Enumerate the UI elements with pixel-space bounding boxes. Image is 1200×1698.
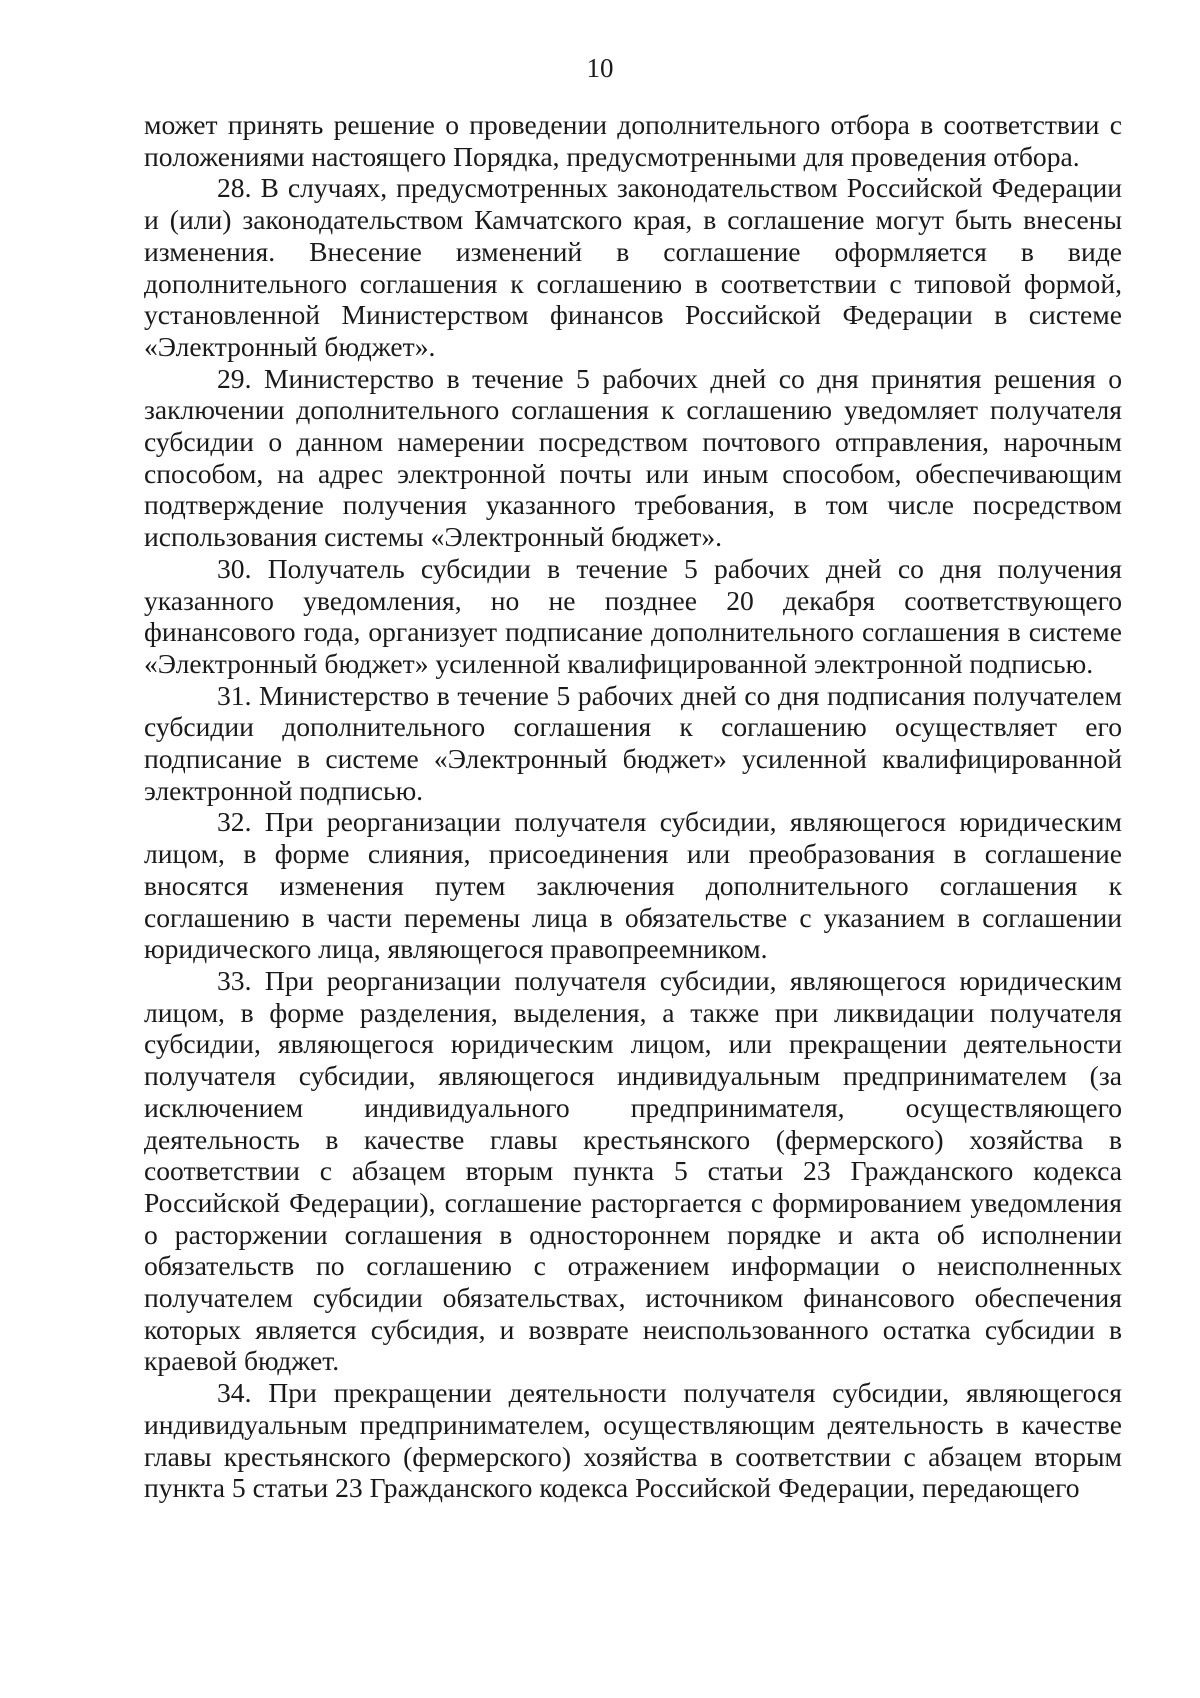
paragraph-28: 28. В случаях, предусмотренных законодательством Российской Федерации и (или) законодательством Камчатского края, в соглашение могут быть внесены изменения. Внесение изменений в соглашение оформляется в виде дополнительного соглашения к соглашению в соответствии с типовой формой, установленной Министерством финансов Российской Федерации в системе «Электронный бюджет». bbox=[144, 172, 1122, 362]
paragraph-33: 33. При реорганизации получателя субсидии, являющегося юридическим лицом, в форме разделения, выделения, а также при ликвидации получателя субсидии, являющегося юридическим лицом, или прекращении деятельности получателя субсидии, являющегося индивидуальным предпринимателем (за исключением индивидуального предпринимателя, осуществляющего деятельность в качестве главы крестьянского (фермерского) хозяйства в соответствии с абзацем вторым пункта 5 статьи 23 Гражданского кодекса Российской Федерации), соглашение расторгается с формированием уведомления о расторжении соглашения в одностороннем порядке и акта об исполнении обязательств по соглашению с отражением информации о неисполненных получателем субсидии обязательствах, источником финансового обеспечения которых является субсидия, и возврате неиспользованного остатка субсидии в краевой бюджет. bbox=[144, 964, 1122, 1377]
page-number: 10 bbox=[586, 53, 614, 83]
paragraph-30: 30. Получатель субсидии в течение 5 рабочих дней со дня получения указанного уведомления, но не позднее 20 декабря соответствующего финансового года, организует подписание дополнительного соглашения в системе «Электронный бюджет» усиленной квалифицированной электронной подписью. bbox=[144, 552, 1122, 679]
document-body bbox=[144, 109, 1122, 1504]
paragraph-34: 34. При прекращении деятельности получателя субсидии, являющегося индивидуальным предпринимателем, осуществляющим деятельность в качестве главы крестьянского (фермерского) хозяйства в соответствии с абзацем вторым пункта 5 статьи 23 Гражданского кодекса Российской Федерации, передающего bbox=[144, 1377, 1122, 1504]
paragraph-29: 29. Министерство в течение 5 рабочих дней со дня принятия решения о заключении дополнительного соглашения к соглашению уведомляет получателя субсидии о данном намерении посредством почтового отправления, нарочным способом, на адрес электронной почты или иным способом, обеспечивающим подтверждение получения указанного требования, в том числе посредством использования системы «Электронный бюджет». bbox=[144, 362, 1122, 553]
paragraph-32: 32. При реорганизации получателя субсидии, являющегося юридическим лицом, в форме слияния, присоединения или преобразования в соглашение вносятся изменения путем заключения дополнительного соглашения к соглашению в части перемены лица в обязательстве с указанием в соглашении юридического лица, являющегося правопреемником. bbox=[144, 806, 1122, 965]
paragraph-31: 31. Министерство в течение 5 рабочих дней со дня подписания получателем субсидии дополнительного соглашения к соглашению осуществляет его подписание в системе «Электронный бюджет» усиленной квалифицированной электронной подписью. bbox=[144, 679, 1122, 806]
paragraph-continuation: может принять решение о проведении дополнительного отбора в соответствии с положениями настоящего Порядка, предусмотренными для проведения отбора. bbox=[144, 109, 1122, 172]
